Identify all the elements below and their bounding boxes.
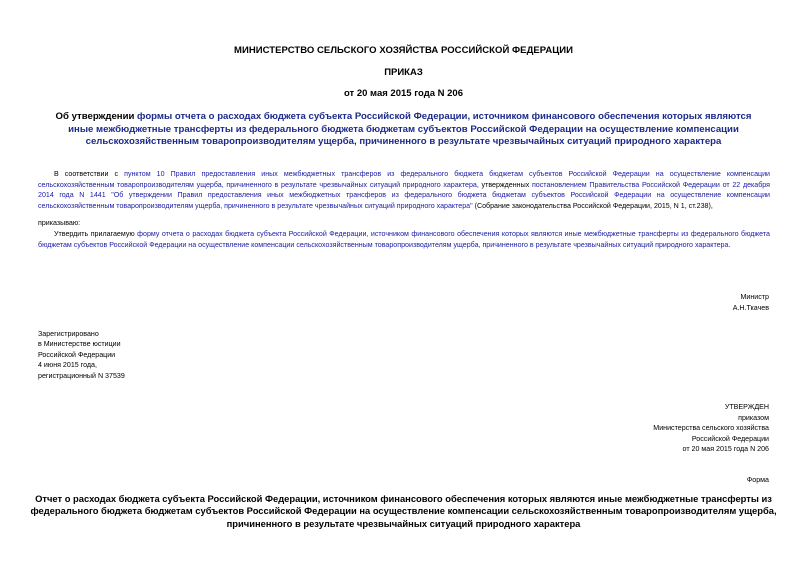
approved-form-link[interactable]: форму отчета о расходах бюджета субъекта Российской Федерации, источником финансового обеспечения которых являются иные межбюджетные трансферты из федерального бюджета бюджетам субъектов Российской Федерации на осуществление компенсации сельскохозяйственным товаропроизводителям ущерба, причиненного в результате чрезвычайных ситуаций природного характера <box>38 230 770 249</box>
registration-line-3: Российской Федерации <box>38 350 116 359</box>
form-title: Отчет о расходах бюджета субъекта Российской Федерации, источником финансового обеспечения которых являются иные межбюджетные трансферты из федерального бюджета бюджетам субъектов Российской Федерации на осуществление компенсации сельскохозяйственным товаропроизводителям ущерба, причиненного в результате чрезвычайных ситуаций природного характера <box>30 493 777 529</box>
order-date-number: от 20 мая 2015 года N 206 <box>343 88 464 99</box>
form-label: Форма <box>746 476 769 484</box>
approval-line-1: УТВЕРЖДЕН <box>724 403 769 411</box>
order-word: приказываю: <box>38 219 81 227</box>
signature-name: А.Н.Ткачев <box>732 303 769 312</box>
approve-text-b: . <box>728 240 731 249</box>
signature-position: Министр <box>740 293 769 301</box>
title-prefix: Об утверждении <box>55 111 138 122</box>
registration-line-4: 4 июня 2015 года, <box>38 361 97 370</box>
approval-line-4: Российской Федерации <box>691 434 769 443</box>
approval-line-3: Министерства сельского хозяйства <box>653 424 769 432</box>
registration-line-5: регистрационный N 37539 <box>38 371 125 380</box>
preamble-text-b: , утвержденных <box>476 180 532 189</box>
approve-paragraph <box>38 229 770 250</box>
registration-line-2: в Министерстве юстиции <box>38 340 121 349</box>
title-form-link[interactable]: формы отчета о расходах бюджета субъекта Российской Федерации, источником финансового обеспечения которых являются иные межбюджетные трансферты из федерального бюджета бюджетам субъектов Российской Федерации на осуществление компенсации сельскохозяйственным товаропроизводителям ущерба, причиненного в результате чрезвычайных ситуаций природного характера <box>68 111 752 147</box>
registration-block <box>38 329 125 381</box>
preamble-text-c: (Собрание законодательства Российской Федерации, 2015, N 1, ст.238), <box>472 201 713 210</box>
approve-text-a: Утвердить прилагаемую <box>54 230 138 238</box>
rules-point-link[interactable]: пунктом 10 Правил предоставления иных межбюджетных трансферов из федерального бюджета бюджетам субъектов Российской Федерации на осуществление компенсации сельскохозяйственным товаропроизводителям ущерба, причиненного в результате чрезвычайных ситуаций природного характера <box>38 170 771 189</box>
preamble-paragraph <box>38 169 770 211</box>
document-title <box>50 111 757 149</box>
registration-line-1: Зарегистрировано <box>38 330 99 338</box>
ministry-heading: МИНИСТЕРСТВО СЕЛЬСКОГО ХОЗЯЙСТВА РОССИЙСКОЙ ФЕДЕРАЦИИ <box>234 45 573 56</box>
approval-line-5: от 20 мая 2015 года N 206 <box>682 445 769 453</box>
preamble-text-a: В соответствии с <box>54 170 125 178</box>
approval-block <box>653 402 769 455</box>
order-heading: ПРИКАЗ <box>384 67 423 78</box>
approval-line-2: приказом <box>738 413 769 422</box>
government-decree-link[interactable]: постановлением Правительства Российской Федерации от 22 декабря 2014 года N 1441 "Об утверждении Правил предоставления иных межбюджетных трансферов из федерального бюджета бюджетам субъектов Российской Федерации на осуществление компенсации сельскохозяйственным товаропроизводителям ущерба, причиненного в результате чрезвычайных ситуаций природного характера" <box>38 180 771 210</box>
signature-block <box>733 292 769 313</box>
